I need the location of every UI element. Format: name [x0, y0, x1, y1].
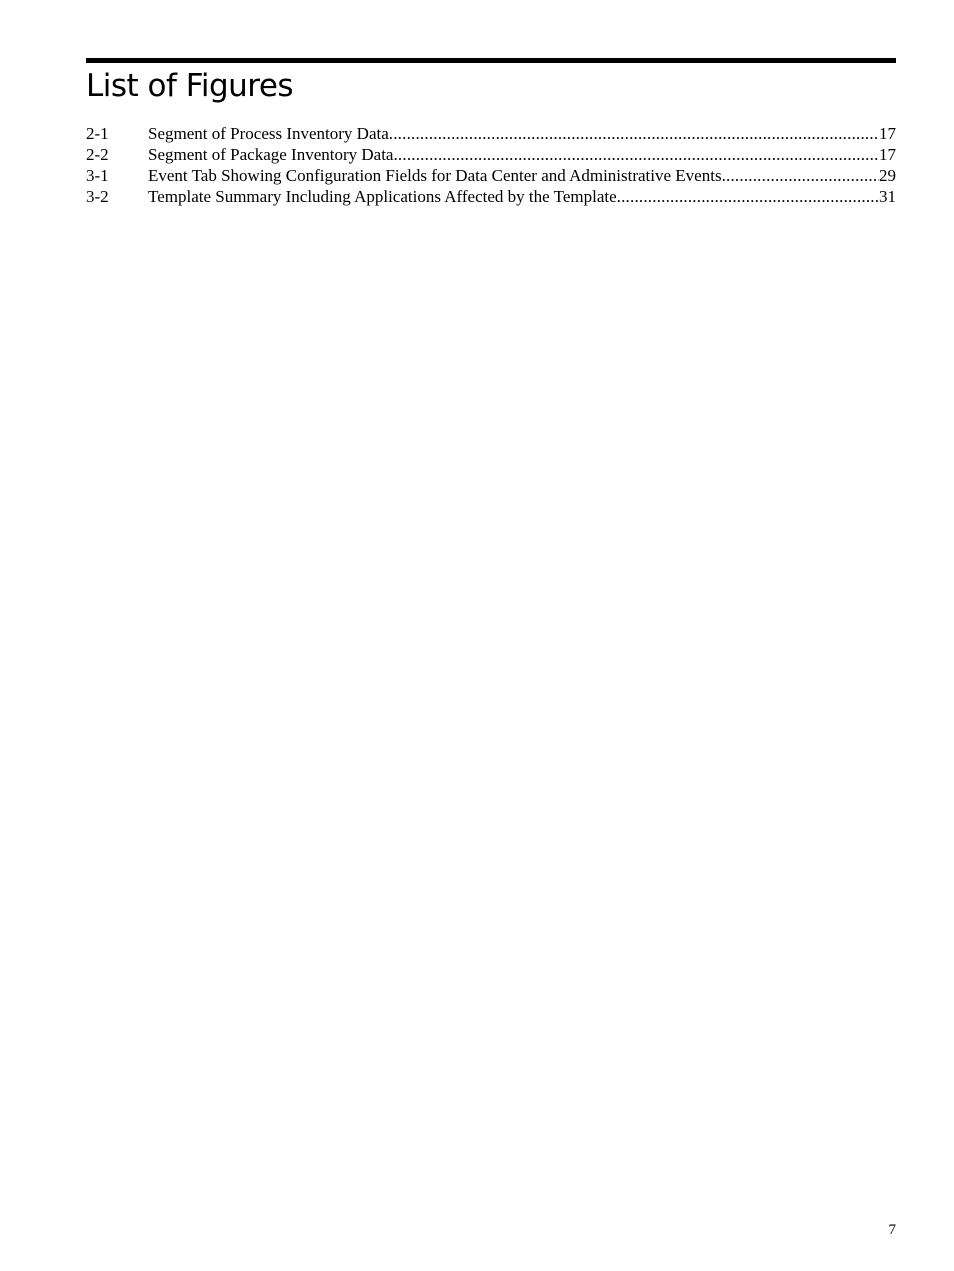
figure-title-link[interactable]: Segment of Package Inventory Data [148, 145, 394, 164]
title-rule [86, 58, 896, 63]
figure-entry[interactable] [86, 186, 896, 207]
figure-title-link[interactable]: Segment of Process Inventory Data [148, 124, 389, 143]
figure-title-link[interactable]: Template Summary Including Applications Affected by the Template [148, 187, 617, 206]
page-title: List of Figures [86, 68, 294, 104]
figure-number: 3-1 [86, 166, 109, 185]
figure-number: 2-1 [86, 124, 109, 143]
dot-leader [393, 144, 879, 165]
figure-page-link[interactable]: 29 [879, 166, 896, 185]
figure-number: 3-2 [86, 187, 109, 206]
figure-entry[interactable] [86, 165, 896, 186]
figure-page-link[interactable]: 31 [879, 187, 896, 206]
dot-leader [389, 123, 879, 144]
figure-entry[interactable] [86, 123, 896, 144]
figure-title-link[interactable]: Event Tab Showing Configuration Fields for Data Center and Administrative Events [148, 166, 722, 185]
page-number: 7 [888, 1222, 896, 1238]
dot-leader [722, 165, 879, 186]
figure-number: 2-2 [86, 145, 109, 164]
figure-page-link[interactable]: 17 [879, 124, 896, 143]
dot-leader [617, 186, 879, 207]
figure-page-link[interactable]: 17 [879, 145, 896, 164]
figure-list [86, 123, 896, 207]
figure-entry[interactable] [86, 144, 896, 165]
